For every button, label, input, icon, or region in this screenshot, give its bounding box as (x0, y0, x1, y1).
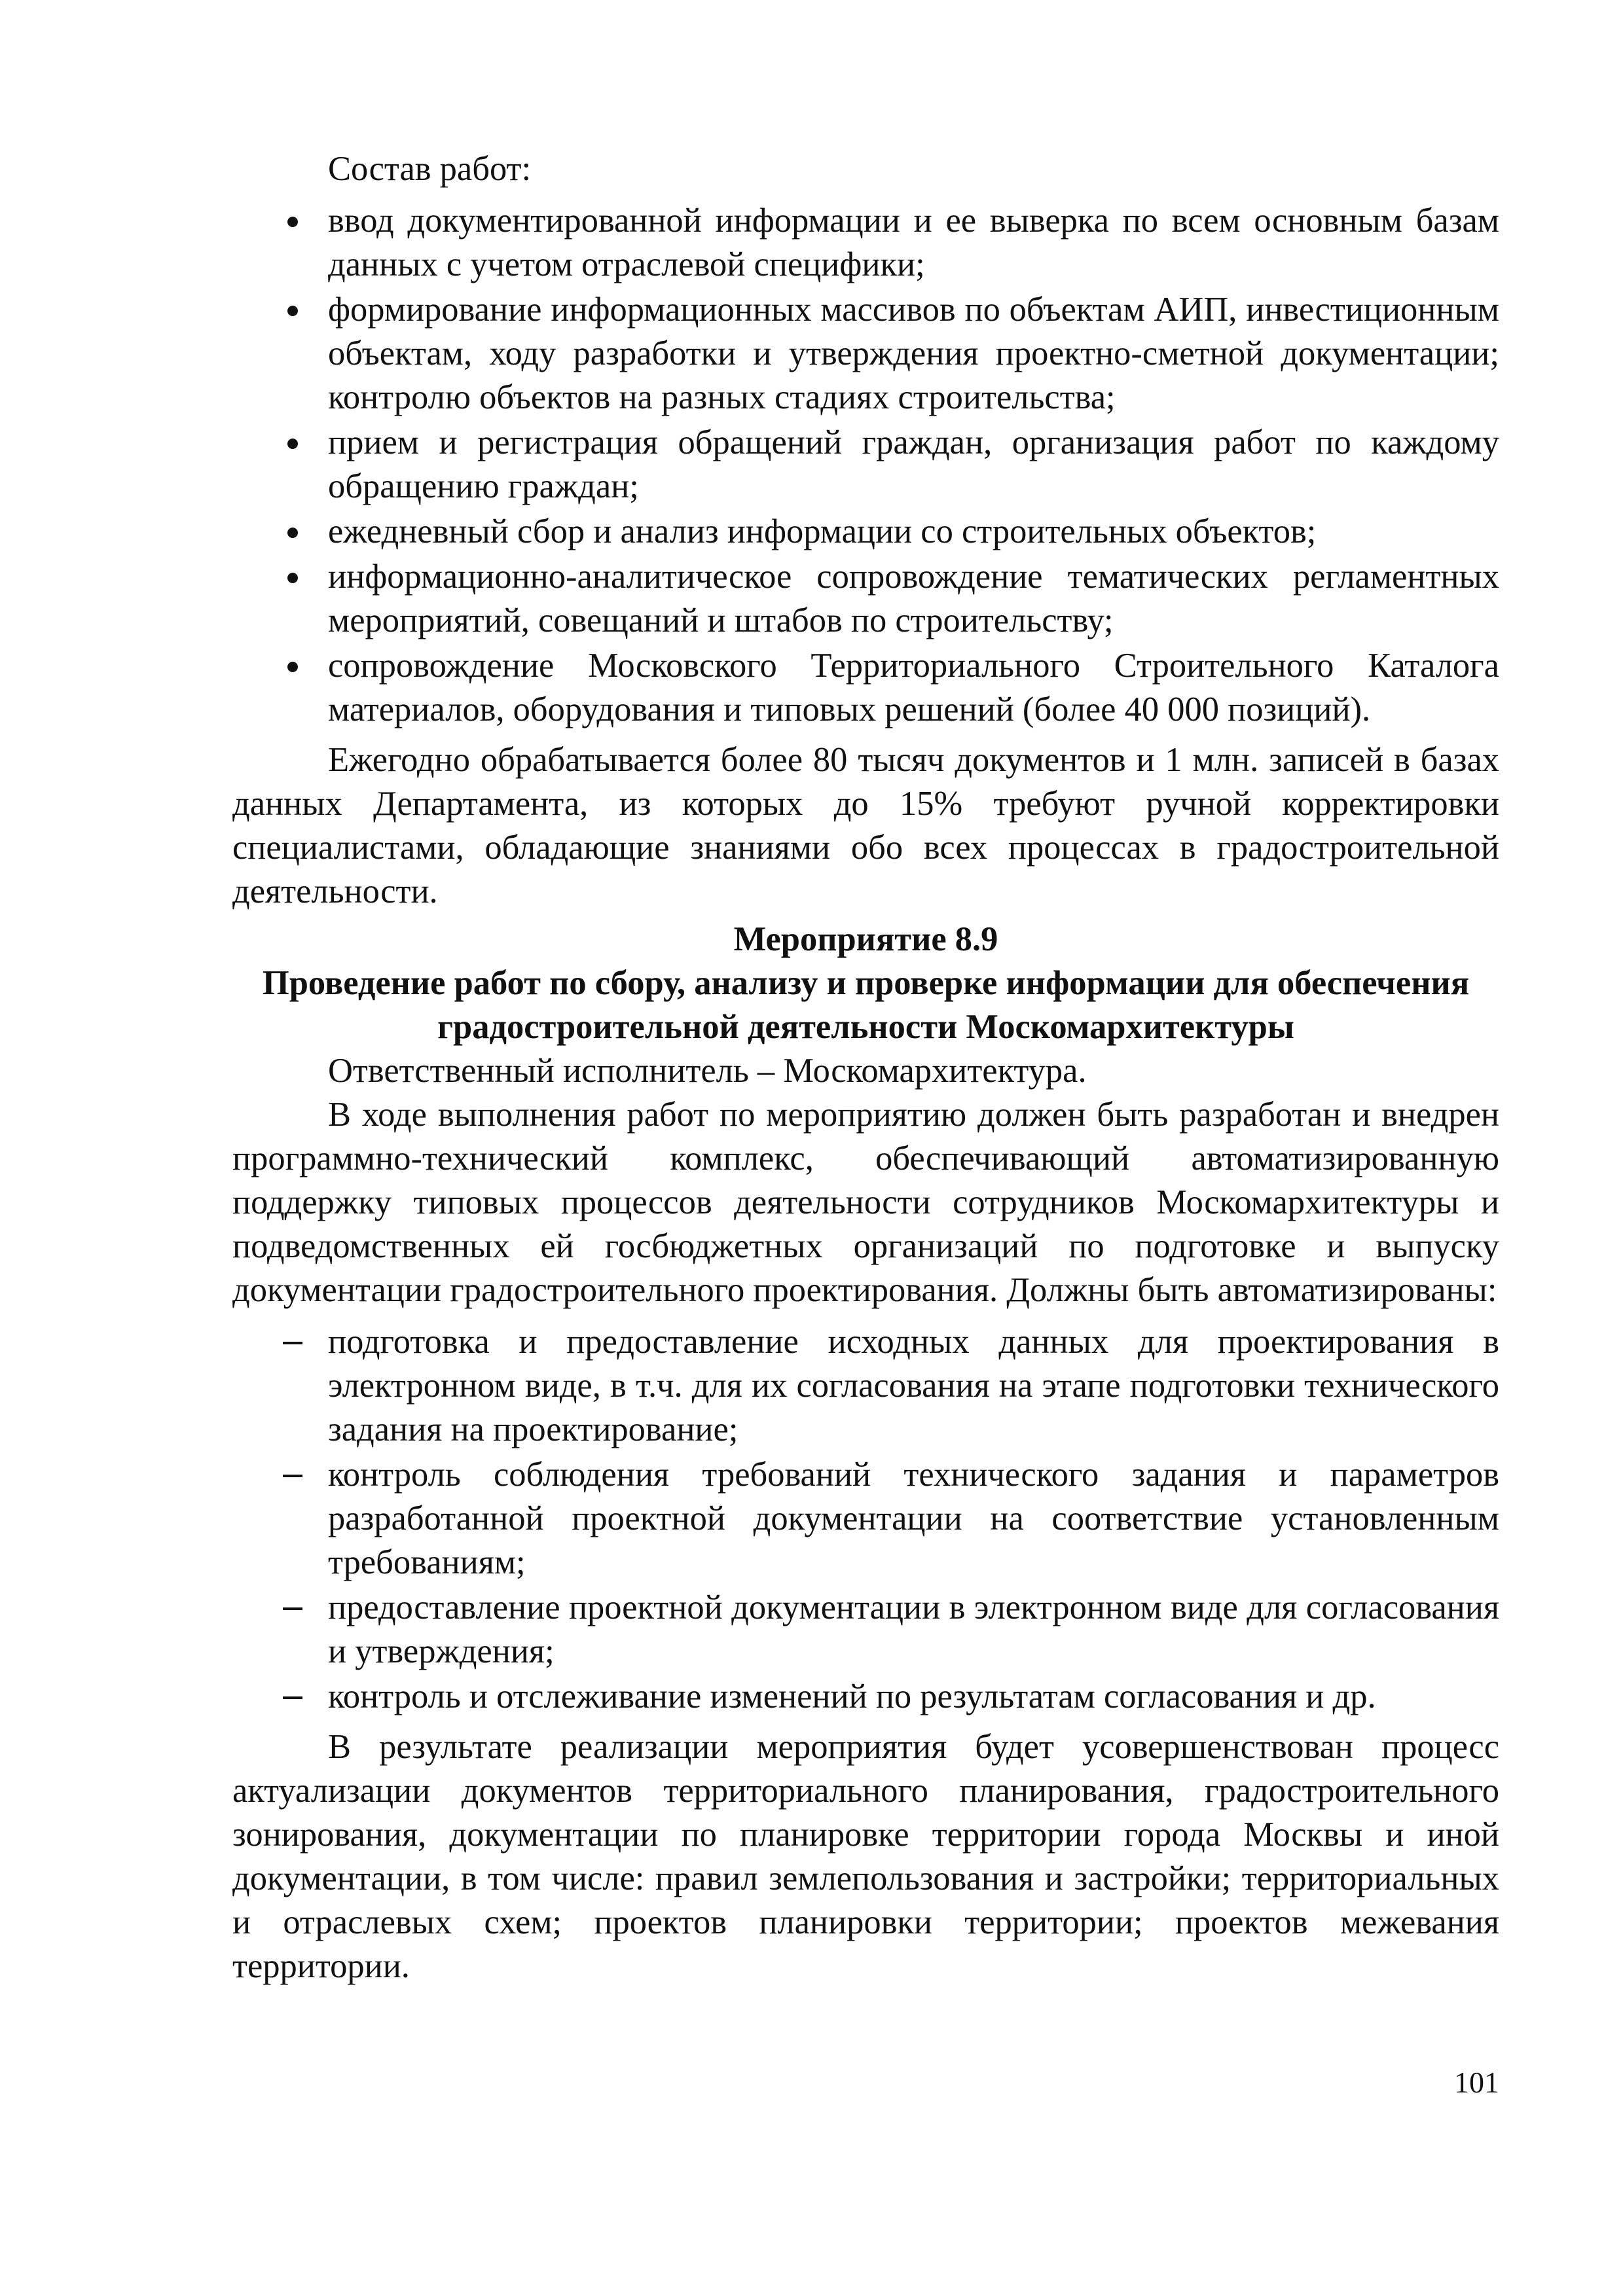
document-page (232, 147, 1499, 1988)
dash-icon (280, 1320, 306, 1364)
bullet-text: информационно-аналитическое сопровождение тематических регламентных мероприятий, совещаний и штабов по строительству; (328, 558, 1499, 639)
bullet-text: формирование информационных массивов по объектам АИП, инвестиционным объектам, ходу разработки и утверждения проектно-сметной документации; контролю объектов на разных стадиях строительства; (328, 291, 1499, 416)
bullet-text: сопровождение Московского Территориального Строительного Каталога материалов, оборудования и типовых решений (более 40 000 позиций). (328, 647, 1499, 728)
section-intro: В ходе выполнения работ по мероприятию должен быть разработан и внедрен программно-технический комплекс, обеспечивающий автоматизированную поддержку типовых процессов деятельности сотрудников Москомархитектуры и подведомственных ей госбюджетных организаций по подготовке и выпуску документации градостроительного проектирования. Должны быть автоматизированы: (232, 1096, 1499, 1309)
dash-text: предоставление проектной документации в электронном виде для согласования и утверждения; (328, 1588, 1499, 1670)
bullet-icon (280, 555, 306, 599)
result-paragraph: В результате реализации мероприятия будет усовершенствован процесс актуализации документов территориального планирования, градостроительного зонирования, документации по планировке территории города Москвы и иной документации, в том числе: правил землепользования и застройки; территориальных и отраслевых схем; проектов планировки территории; проектов межевания территории. (232, 1728, 1499, 1985)
annual-paragraph: Ежегодно обрабатывается более 80 тысяч документов и 1 млн. записей в базах данных Департамента, из которых до 15% требуют ручной корректировки специалистами, обладающие знаниями обо всех процессах в градостроительной деятельности. (232, 741, 1499, 910)
dash-item (232, 1320, 1499, 1452)
dash-text: контроль и отслеживание изменений по результатам согласования и др. (328, 1677, 1376, 1715)
dash-icon (280, 1675, 306, 1719)
bullet-item (232, 421, 1499, 509)
bullet-icon (280, 510, 306, 554)
page-number: 101 (1454, 2066, 1499, 2099)
bullet-icon (280, 288, 306, 332)
bullet-item (232, 288, 1499, 420)
bullet-item (232, 555, 1499, 643)
dash-item (232, 1586, 1499, 1674)
bullet-item (232, 510, 1499, 554)
bullet-text: ввод документированной информации и ее выверка по всем основным базам данных с учетом отраслевой специфики; (328, 202, 1499, 283)
section-number: Мероприятие 8.9 (733, 920, 998, 958)
bullet-text: прием и регистрация обращений граждан, организация работ по каждому обращению граждан; (328, 423, 1499, 505)
dash-list (232, 1320, 1499, 1719)
intro-label: Состав работ: (328, 150, 532, 188)
dash-icon (280, 1453, 306, 1497)
dash-text: подготовка и предоставление исходных данных для проектирования в электронном виде, в т.ч. для их согласования на этапе подготовки технического задания на проектирование; (328, 1323, 1499, 1448)
section-title: Проведение работ по сбору, анализу и проверке информации для обеспечения градостроительной деятельности Москомархитектуры (262, 964, 1470, 1046)
bullet-item (232, 644, 1499, 732)
bullet-icon (280, 199, 306, 243)
dash-icon (280, 1586, 306, 1630)
bullet-item (232, 199, 1499, 287)
dash-text: контроль соблюдения требований технического задания и параметров разработанной проектной документации на соответствие установленным требованиям; (328, 1456, 1499, 1581)
bullet-text: ежедневный сбор и анализ информации со строительных объектов; (328, 512, 1317, 550)
bullet-icon (280, 421, 306, 465)
responsible-line: Ответственный исполнитель – Москомархитектура. (328, 1052, 1087, 1090)
dash-item (232, 1453, 1499, 1585)
dash-item (232, 1675, 1499, 1719)
bullet-icon (280, 644, 306, 688)
bullet-list (232, 199, 1499, 732)
